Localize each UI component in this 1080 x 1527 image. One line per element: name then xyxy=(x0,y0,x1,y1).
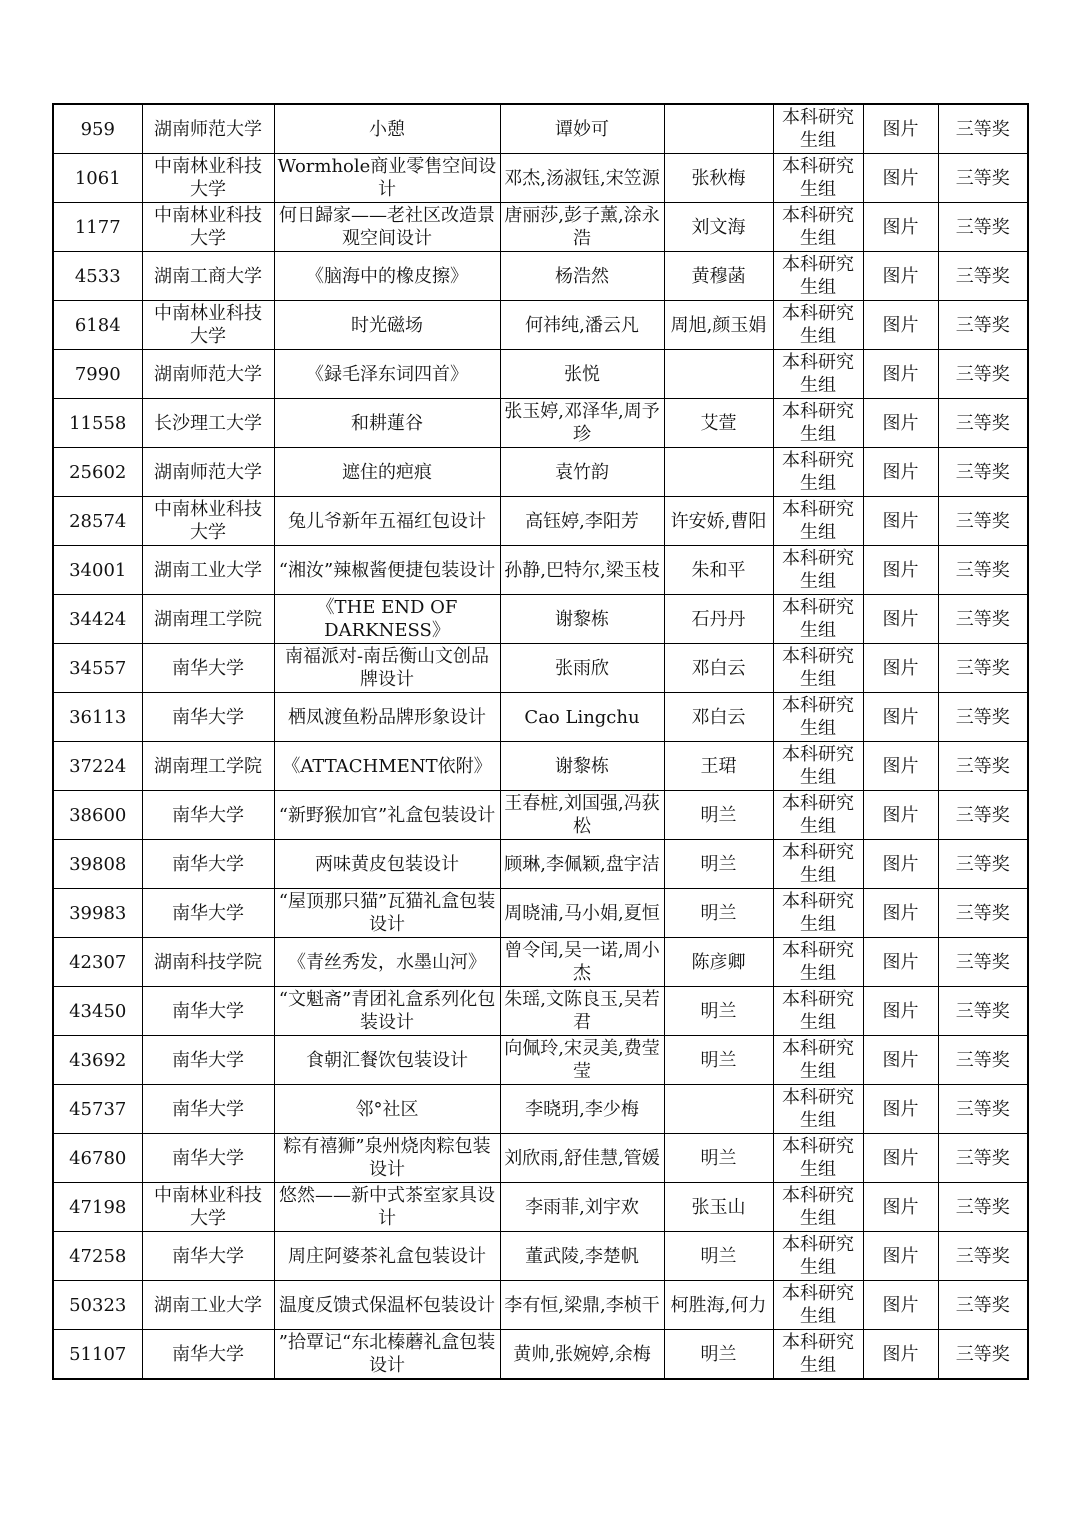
advisor-cell: 明兰 xyxy=(664,1330,773,1380)
entry-id-cell: 959 xyxy=(53,104,142,154)
advisor-cell: 明兰 xyxy=(664,791,773,840)
authors-cell: 杨浩然 xyxy=(500,252,664,301)
work-type-cell: 图片 xyxy=(863,644,938,693)
table-row xyxy=(53,104,1028,154)
advisor-cell: 张秋梅 xyxy=(664,154,773,203)
group-cell: 本科研究生组 xyxy=(773,399,863,448)
award-cell: 三等奖 xyxy=(938,1281,1028,1330)
award-cell: 三等奖 xyxy=(938,1232,1028,1281)
work-type-cell: 图片 xyxy=(863,1085,938,1134)
work-title-cell: 《録毛泽东词四首》 xyxy=(274,350,500,399)
entry-id-cell: 36113 xyxy=(53,693,142,742)
entry-id-cell: 38600 xyxy=(53,791,142,840)
school-cell: 中南林业科技大学 xyxy=(142,301,274,350)
group-cell: 本科研究生组 xyxy=(773,791,863,840)
table-row xyxy=(53,448,1028,497)
advisor-cell: 明兰 xyxy=(664,987,773,1036)
authors-cell: 李雨菲,刘宇欢 xyxy=(500,1183,664,1232)
authors-cell: 张雨欣 xyxy=(500,644,664,693)
school-cell: 中南林业科技大学 xyxy=(142,1183,274,1232)
award-cell: 三等奖 xyxy=(938,399,1028,448)
table-row xyxy=(53,399,1028,448)
advisor-cell: 艾萱 xyxy=(664,399,773,448)
school-cell: 中南林业科技大学 xyxy=(142,154,274,203)
school-cell: 南华大学 xyxy=(142,693,274,742)
table-row xyxy=(53,742,1028,791)
group-cell: 本科研究生组 xyxy=(773,889,863,938)
work-type-cell: 图片 xyxy=(863,987,938,1036)
award-cell: 三等奖 xyxy=(938,938,1028,987)
advisor-cell: 邓白云 xyxy=(664,693,773,742)
table-row xyxy=(53,938,1028,987)
work-title-cell: 《THE END OF DARKNESS》 xyxy=(274,595,500,644)
award-cell: 三等奖 xyxy=(938,546,1028,595)
school-cell: 南华大学 xyxy=(142,644,274,693)
authors-cell: Cao Lingchu xyxy=(500,693,664,742)
group-cell: 本科研究生组 xyxy=(773,987,863,1036)
award-cell: 三等奖 xyxy=(938,252,1028,301)
entry-id-cell: 46780 xyxy=(53,1134,142,1183)
entry-id-cell: 39808 xyxy=(53,840,142,889)
school-cell: 湖南理工学院 xyxy=(142,595,274,644)
work-title-cell: 时光磁场 xyxy=(274,301,500,350)
table-row xyxy=(53,889,1028,938)
entry-id-cell: 47198 xyxy=(53,1183,142,1232)
table-row xyxy=(53,1085,1028,1134)
work-title-cell: 周庄阿婆茶礼盒包装设计 xyxy=(274,1232,500,1281)
awards-table xyxy=(52,103,1029,1380)
authors-cell: 黄帅,张婉婷,余梅 xyxy=(500,1330,664,1380)
advisor-cell: 周旭,颜玉娟 xyxy=(664,301,773,350)
advisor-cell: 明兰 xyxy=(664,1134,773,1183)
award-cell: 三等奖 xyxy=(938,644,1028,693)
table-row xyxy=(53,546,1028,595)
award-cell: 三等奖 xyxy=(938,791,1028,840)
authors-cell: 向佩玲,宋灵美,费莹莹 xyxy=(500,1036,664,1085)
work-title-cell: 食朝汇餐饮包装设计 xyxy=(274,1036,500,1085)
work-type-cell: 图片 xyxy=(863,742,938,791)
school-cell: 南华大学 xyxy=(142,1134,274,1183)
work-type-cell: 图片 xyxy=(863,1330,938,1380)
advisor-cell xyxy=(664,350,773,399)
table-row xyxy=(53,350,1028,399)
school-cell: 南华大学 xyxy=(142,1232,274,1281)
school-cell: 湖南工商大学 xyxy=(142,252,274,301)
entry-id-cell: 50323 xyxy=(53,1281,142,1330)
work-type-cell: 图片 xyxy=(863,252,938,301)
table-row xyxy=(53,1134,1028,1183)
advisor-cell: 朱和平 xyxy=(664,546,773,595)
work-type-cell: 图片 xyxy=(863,840,938,889)
entry-id-cell: 39983 xyxy=(53,889,142,938)
work-type-cell: 图片 xyxy=(863,791,938,840)
work-title-cell: 悠然——新中式茶室家具设计 xyxy=(274,1183,500,1232)
authors-cell: 顾琳,李佩颖,盘宇洁 xyxy=(500,840,664,889)
table-row xyxy=(53,203,1028,252)
work-title-cell: 和耕蓮谷 xyxy=(274,399,500,448)
advisor-cell xyxy=(664,104,773,154)
work-title-cell: “屋顶那只猫”瓦猫礼盒包装设计 xyxy=(274,889,500,938)
work-title-cell: 遮住的疤痕 xyxy=(274,448,500,497)
school-cell: 南华大学 xyxy=(142,1085,274,1134)
advisor-cell: 陈彦卿 xyxy=(664,938,773,987)
work-type-cell: 图片 xyxy=(863,595,938,644)
work-type-cell: 图片 xyxy=(863,1036,938,1085)
group-cell: 本科研究生组 xyxy=(773,1085,863,1134)
entry-id-cell: 34424 xyxy=(53,595,142,644)
table-row xyxy=(53,252,1028,301)
table-row xyxy=(53,301,1028,350)
work-title-cell: 《ATTACHMENT依附》 xyxy=(274,742,500,791)
work-title-cell: 《青丝秀发，水墨山河》 xyxy=(274,938,500,987)
awards-table-body xyxy=(53,104,1028,1379)
group-cell: 本科研究生组 xyxy=(773,252,863,301)
group-cell: 本科研究生组 xyxy=(773,840,863,889)
entry-id-cell: 4533 xyxy=(53,252,142,301)
work-type-cell: 图片 xyxy=(863,497,938,546)
authors-cell: 张玉婷,邓泽华,周予珍 xyxy=(500,399,664,448)
work-title-cell: Wormhole商业零售空间设计 xyxy=(274,154,500,203)
authors-cell: 李晓玥,李少梅 xyxy=(500,1085,664,1134)
entry-id-cell: 1177 xyxy=(53,203,142,252)
school-cell: 湖南工业大学 xyxy=(142,1281,274,1330)
work-type-cell: 图片 xyxy=(863,399,938,448)
school-cell: 南华大学 xyxy=(142,1036,274,1085)
table-row xyxy=(53,595,1028,644)
award-cell: 三等奖 xyxy=(938,203,1028,252)
table-row xyxy=(53,693,1028,742)
entry-id-cell: 37224 xyxy=(53,742,142,791)
award-cell: 三等奖 xyxy=(938,693,1028,742)
advisor-cell: 明兰 xyxy=(664,1232,773,1281)
award-cell: 三等奖 xyxy=(938,987,1028,1036)
authors-cell: 谭妙可 xyxy=(500,104,664,154)
school-cell: 南华大学 xyxy=(142,889,274,938)
authors-cell: 谢黎栋 xyxy=(500,742,664,791)
advisor-cell: 刘文海 xyxy=(664,203,773,252)
group-cell: 本科研究生组 xyxy=(773,1281,863,1330)
award-cell: 三等奖 xyxy=(938,595,1028,644)
authors-cell: 周晓浦,马小娟,夏恒 xyxy=(500,889,664,938)
work-type-cell: 图片 xyxy=(863,1232,938,1281)
table-row xyxy=(53,497,1028,546)
table-row xyxy=(53,1036,1028,1085)
entry-id-cell: 45737 xyxy=(53,1085,142,1134)
work-type-cell: 图片 xyxy=(863,350,938,399)
group-cell: 本科研究生组 xyxy=(773,938,863,987)
work-type-cell: 图片 xyxy=(863,1134,938,1183)
group-cell: 本科研究生组 xyxy=(773,203,863,252)
table-row xyxy=(53,1281,1028,1330)
work-title-cell: 两味黄皮包装设计 xyxy=(274,840,500,889)
award-cell: 三等奖 xyxy=(938,154,1028,203)
authors-cell: 何祎纯,潘云凡 xyxy=(500,301,664,350)
group-cell: 本科研究生组 xyxy=(773,1232,863,1281)
authors-cell: 董武陵,李楚帆 xyxy=(500,1232,664,1281)
school-cell: 南华大学 xyxy=(142,987,274,1036)
group-cell: 本科研究生组 xyxy=(773,448,863,497)
advisor-cell: 石丹丹 xyxy=(664,595,773,644)
authors-cell: 朱瑶,文陈良玉,吴若君 xyxy=(500,987,664,1036)
school-cell: 中南林业科技大学 xyxy=(142,497,274,546)
school-cell: 湖南师范大学 xyxy=(142,104,274,154)
advisor-cell: 黄穆菡 xyxy=(664,252,773,301)
table-row xyxy=(53,1232,1028,1281)
advisor-cell: 邓白云 xyxy=(664,644,773,693)
table-row xyxy=(53,1330,1028,1380)
table-row xyxy=(53,1183,1028,1232)
group-cell: 本科研究生组 xyxy=(773,644,863,693)
work-title-cell: “文魁斋”青团礼盒系列化包装设计 xyxy=(274,987,500,1036)
work-type-cell: 图片 xyxy=(863,1183,938,1232)
table-row xyxy=(53,154,1028,203)
entry-id-cell: 6184 xyxy=(53,301,142,350)
group-cell: 本科研究生组 xyxy=(773,693,863,742)
advisor-cell: 张玉山 xyxy=(664,1183,773,1232)
work-title-cell: 小憩 xyxy=(274,104,500,154)
school-cell: 南华大学 xyxy=(142,840,274,889)
entry-id-cell: 28574 xyxy=(53,497,142,546)
table-row xyxy=(53,987,1028,1036)
award-cell: 三等奖 xyxy=(938,1085,1028,1134)
authors-cell: 邓杰,汤淑钰,宋笠源 xyxy=(500,154,664,203)
work-title-cell: 何日歸家——老社区改造景观空间设计 xyxy=(274,203,500,252)
group-cell: 本科研究生组 xyxy=(773,1330,863,1380)
work-type-cell: 图片 xyxy=(863,448,938,497)
advisor-cell xyxy=(664,1085,773,1134)
award-cell: 三等奖 xyxy=(938,1036,1028,1085)
entry-id-cell: 47258 xyxy=(53,1232,142,1281)
entry-id-cell: 43692 xyxy=(53,1036,142,1085)
work-title-cell: 温度反馈式保温杯包装设计 xyxy=(274,1281,500,1330)
authors-cell: 曾令闰,吴一诺,周小杰 xyxy=(500,938,664,987)
award-cell: 三等奖 xyxy=(938,448,1028,497)
work-title-cell: 兔儿爷新年五福红包设计 xyxy=(274,497,500,546)
work-title-cell: ”拾覃记“东北榛蘑礼盒包装设计 xyxy=(274,1330,500,1380)
work-type-cell: 图片 xyxy=(863,938,938,987)
award-cell: 三等奖 xyxy=(938,301,1028,350)
group-cell: 本科研究生组 xyxy=(773,546,863,595)
school-cell: 湖南师范大学 xyxy=(142,448,274,497)
authors-cell: 谢黎栋 xyxy=(500,595,664,644)
work-title-cell: “新野猴加官”礼盒包装设计 xyxy=(274,791,500,840)
table-row xyxy=(53,791,1028,840)
group-cell: 本科研究生组 xyxy=(773,1134,863,1183)
work-title-cell: 邻°社区 xyxy=(274,1085,500,1134)
advisor-cell: 明兰 xyxy=(664,889,773,938)
award-cell: 三等奖 xyxy=(938,350,1028,399)
group-cell: 本科研究生组 xyxy=(773,350,863,399)
entry-id-cell: 43450 xyxy=(53,987,142,1036)
work-type-cell: 图片 xyxy=(863,203,938,252)
school-cell: 中南林业科技大学 xyxy=(142,203,274,252)
work-title-cell: 《脑海中的橡皮擦》 xyxy=(274,252,500,301)
school-cell: 长沙理工大学 xyxy=(142,399,274,448)
group-cell: 本科研究生组 xyxy=(773,742,863,791)
authors-cell: 袁竹韵 xyxy=(500,448,664,497)
entry-id-cell: 34001 xyxy=(53,546,142,595)
advisor-cell: 明兰 xyxy=(664,840,773,889)
advisor-cell xyxy=(664,448,773,497)
advisor-cell: 柯胜海,何力 xyxy=(664,1281,773,1330)
award-cell: 三等奖 xyxy=(938,1134,1028,1183)
table-row xyxy=(53,644,1028,693)
group-cell: 本科研究生组 xyxy=(773,104,863,154)
entry-id-cell: 51107 xyxy=(53,1330,142,1380)
work-type-cell: 图片 xyxy=(863,154,938,203)
group-cell: 本科研究生组 xyxy=(773,301,863,350)
school-cell: 南华大学 xyxy=(142,1330,274,1380)
authors-cell: 刘欣雨,舒佳慧,管媛 xyxy=(500,1134,664,1183)
work-type-cell: 图片 xyxy=(863,104,938,154)
entry-id-cell: 42307 xyxy=(53,938,142,987)
work-title-cell: “湘汝”辣椒酱便捷包装设计 xyxy=(274,546,500,595)
work-type-cell: 图片 xyxy=(863,889,938,938)
school-cell: 湖南工业大学 xyxy=(142,546,274,595)
group-cell: 本科研究生组 xyxy=(773,1036,863,1085)
award-cell: 三等奖 xyxy=(938,104,1028,154)
entry-id-cell: 25602 xyxy=(53,448,142,497)
school-cell: 湖南科技学院 xyxy=(142,938,274,987)
table-row xyxy=(53,840,1028,889)
school-cell: 南华大学 xyxy=(142,791,274,840)
award-cell: 三等奖 xyxy=(938,1330,1028,1380)
authors-cell: 张悦 xyxy=(500,350,664,399)
award-cell: 三等奖 xyxy=(938,889,1028,938)
entry-id-cell: 1061 xyxy=(53,154,142,203)
award-cell: 三等奖 xyxy=(938,742,1028,791)
group-cell: 本科研究生组 xyxy=(773,595,863,644)
work-title-cell: 栖凤渡鱼粉品牌形象设计 xyxy=(274,693,500,742)
work-type-cell: 图片 xyxy=(863,1281,938,1330)
work-type-cell: 图片 xyxy=(863,546,938,595)
advisor-cell: 王珺 xyxy=(664,742,773,791)
advisor-cell: 明兰 xyxy=(664,1036,773,1085)
entry-id-cell: 11558 xyxy=(53,399,142,448)
work-type-cell: 图片 xyxy=(863,693,938,742)
work-title-cell: 南福派对-南岳衡山文创品牌设计 xyxy=(274,644,500,693)
award-cell: 三等奖 xyxy=(938,497,1028,546)
school-cell: 湖南理工学院 xyxy=(142,742,274,791)
work-type-cell: 图片 xyxy=(863,301,938,350)
entry-id-cell: 34557 xyxy=(53,644,142,693)
school-cell: 湖南师范大学 xyxy=(142,350,274,399)
group-cell: 本科研究生组 xyxy=(773,154,863,203)
authors-cell: 高钰婷,李阳芳 xyxy=(500,497,664,546)
group-cell: 本科研究生组 xyxy=(773,497,863,546)
advisor-cell: 许安娇,曹阳 xyxy=(664,497,773,546)
award-cell: 三等奖 xyxy=(938,840,1028,889)
award-cell: 三等奖 xyxy=(938,1183,1028,1232)
work-title-cell: 粽有禧狮”泉州烧肉粽包装设计 xyxy=(274,1134,500,1183)
authors-cell: 李有恒,梁鼎,李桢干 xyxy=(500,1281,664,1330)
entry-id-cell: 7990 xyxy=(53,350,142,399)
authors-cell: 孙静,巴特尔,梁玉枝 xyxy=(500,546,664,595)
authors-cell: 唐丽莎,彭子薰,涂永浩 xyxy=(500,203,664,252)
authors-cell: 王春桩,刘国强,冯荻松 xyxy=(500,791,664,840)
group-cell: 本科研究生组 xyxy=(773,1183,863,1232)
